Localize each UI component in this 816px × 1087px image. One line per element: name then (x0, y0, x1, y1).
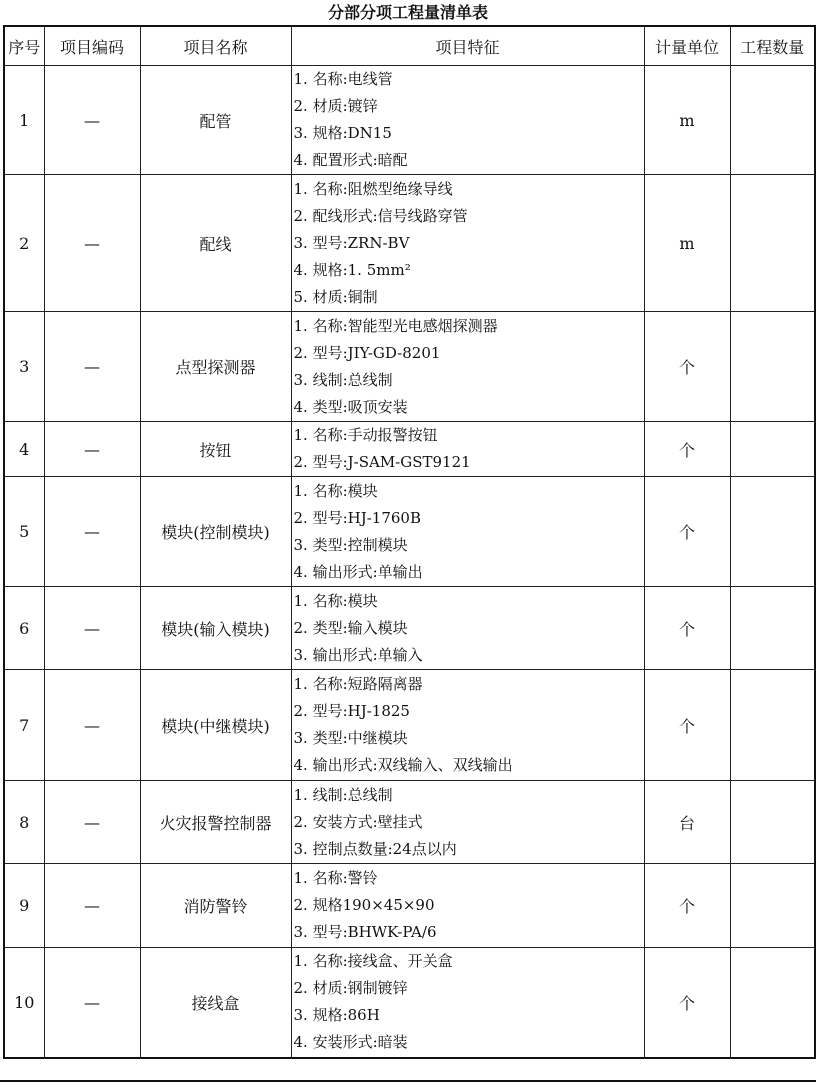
feature-line: 4. 配置形式:暗配 (293, 151, 408, 169)
item-code: — (44, 422, 140, 477)
feature-line: 2. 型号:J-SAM-GST9121 (293, 453, 471, 471)
unit-of-measure: 个 (644, 587, 730, 670)
feature-line: 4. 输出形式:双线输入、双线输出 (293, 756, 513, 774)
table-row (4, 587, 815, 670)
feature-line: 1. 名称:警铃 (293, 869, 378, 887)
feature-line: 1. 名称:智能型光电感烟探测器 (293, 316, 498, 335)
item-name: 配线 (140, 175, 291, 312)
item-name: 模块(中继模块) (140, 670, 291, 781)
item-features (291, 312, 644, 422)
header-name: 项目名称 (140, 26, 291, 66)
table-row (4, 781, 815, 864)
unit-of-measure: 个 (644, 422, 730, 477)
item-code: — (44, 175, 140, 312)
unit-of-measure: 台 (644, 781, 730, 864)
item-name: 按钮 (140, 422, 291, 477)
header-features: 项目特征 (291, 26, 644, 66)
item-code: — (44, 781, 140, 864)
item-code: — (44, 864, 140, 948)
unit-of-measure: 个 (644, 312, 730, 422)
item-features (291, 670, 644, 781)
page-bottom-rule (0, 1080, 816, 1082)
quantity (730, 781, 815, 864)
quantity (730, 66, 815, 175)
table-row (4, 175, 815, 312)
feature-line: 3. 类型:控制模块 (293, 535, 408, 554)
feature-line: 1. 名称:电线管 (293, 70, 393, 88)
item-name: 模块(控制模块) (140, 477, 291, 587)
item-code: — (44, 670, 140, 781)
feature-line: 4. 输出形式:单输出 (293, 562, 423, 581)
feature-line: 1. 名称:模块 (293, 591, 378, 610)
item-name: 点型探测器 (140, 312, 291, 422)
feature-line: 2. 型号:HJ-1825 (293, 702, 410, 720)
item-name: 接线盒 (140, 948, 291, 1058)
item-features (291, 66, 644, 175)
row-number: 8 (4, 781, 44, 864)
row-number: 9 (4, 864, 44, 948)
feature-line: 3. 线制:总线制 (293, 370, 393, 389)
table-row (4, 422, 815, 477)
row-number: 4 (4, 422, 44, 477)
unit-of-measure: m (644, 175, 730, 312)
quantity (730, 422, 815, 477)
feature-line: 3. 类型:中继模块 (293, 729, 408, 747)
feature-line: 1. 名称:阻燃型绝缘导线 (293, 179, 453, 198)
quantity (730, 477, 815, 587)
item-features (291, 175, 644, 312)
item-name: 配管 (140, 66, 291, 175)
feature-line: 2. 型号:JIY-GD-8201 (293, 343, 441, 362)
feature-line: 2. 类型:输入模块 (293, 618, 408, 637)
table-row (4, 477, 815, 587)
header-unit: 计量单位 (644, 26, 730, 66)
row-number: 6 (4, 587, 44, 670)
unit-of-measure: m (644, 66, 730, 175)
item-features (291, 948, 644, 1058)
header-no: 序号 (4, 26, 44, 66)
quantity (730, 175, 815, 312)
row-number: 3 (4, 312, 44, 422)
row-number: 10 (4, 948, 44, 1058)
feature-line: 1. 线制:总线制 (293, 785, 393, 804)
item-code: — (44, 948, 140, 1058)
item-features (291, 864, 644, 948)
quantity (730, 312, 815, 422)
feature-line: 2. 配线形式:信号线路穿管 (293, 206, 468, 225)
row-number: 5 (4, 477, 44, 587)
header-row (4, 26, 815, 66)
feature-line: 4. 安装形式:暗装 (293, 1033, 408, 1052)
feature-line: 3. 型号:BHWK-PA/6 (293, 923, 437, 941)
feature-line: 1. 名称:模块 (293, 481, 378, 500)
header-code: 项目编码 (44, 26, 140, 66)
item-name: 模块(输入模块) (140, 587, 291, 670)
item-code: — (44, 312, 140, 422)
table-row (4, 948, 815, 1058)
item-features (291, 477, 644, 587)
item-features (291, 781, 644, 864)
header-qty: 工程数量 (730, 26, 815, 66)
item-features (291, 422, 644, 477)
feature-line: 2. 型号:HJ-1760B (293, 508, 421, 527)
feature-line: 5. 材质:铜制 (293, 287, 378, 306)
feature-line: 2. 规格190×45×90 (293, 896, 435, 914)
table-row (4, 66, 815, 175)
unit-of-measure: 个 (644, 477, 730, 587)
feature-line: 3. 规格:DN15 (293, 124, 392, 142)
feature-line: 2. 材质:钢制镀锌 (293, 979, 408, 998)
feature-line: 4. 类型:吸顶安装 (293, 397, 408, 416)
bill-of-quantities-table (3, 25, 816, 1059)
feature-line: 1. 名称:短路隔离器 (293, 675, 423, 693)
feature-line: 3. 型号:ZRN-BV (293, 233, 410, 252)
table-row (4, 864, 815, 948)
table-row (4, 670, 815, 781)
unit-of-measure: 个 (644, 670, 730, 781)
unit-of-measure: 个 (644, 948, 730, 1058)
item-code: — (44, 66, 140, 175)
feature-line: 3. 规格:86H (293, 1006, 380, 1025)
unit-of-measure: 个 (644, 864, 730, 948)
quantity (730, 948, 815, 1058)
feature-line: 2. 材质:镀锌 (293, 97, 378, 115)
quantity (730, 670, 815, 781)
item-name: 消防警铃 (140, 864, 291, 948)
feature-line: 4. 规格:1. 5mm² (293, 260, 411, 279)
row-number: 1 (4, 66, 44, 175)
feature-line: 3. 输出形式:单输入 (293, 645, 423, 664)
table-title: 分部分项工程量清单表 (327, 3, 488, 22)
feature-line: 1. 名称:手动报警按钮 (293, 426, 438, 444)
feature-line: 1. 名称:接线盒、开关盒 (293, 952, 453, 971)
item-name: 火灾报警控制器 (140, 781, 291, 864)
item-features (291, 587, 644, 670)
feature-line: 2. 安装方式:壁挂式 (293, 812, 423, 831)
quantity (730, 587, 815, 670)
row-number: 2 (4, 175, 44, 312)
table-row (4, 312, 815, 422)
quantity (730, 864, 815, 948)
feature-line: 3. 控制点数量:24点以内 (293, 839, 457, 858)
item-code: — (44, 477, 140, 587)
row-number: 7 (4, 670, 44, 781)
item-code: — (44, 587, 140, 670)
